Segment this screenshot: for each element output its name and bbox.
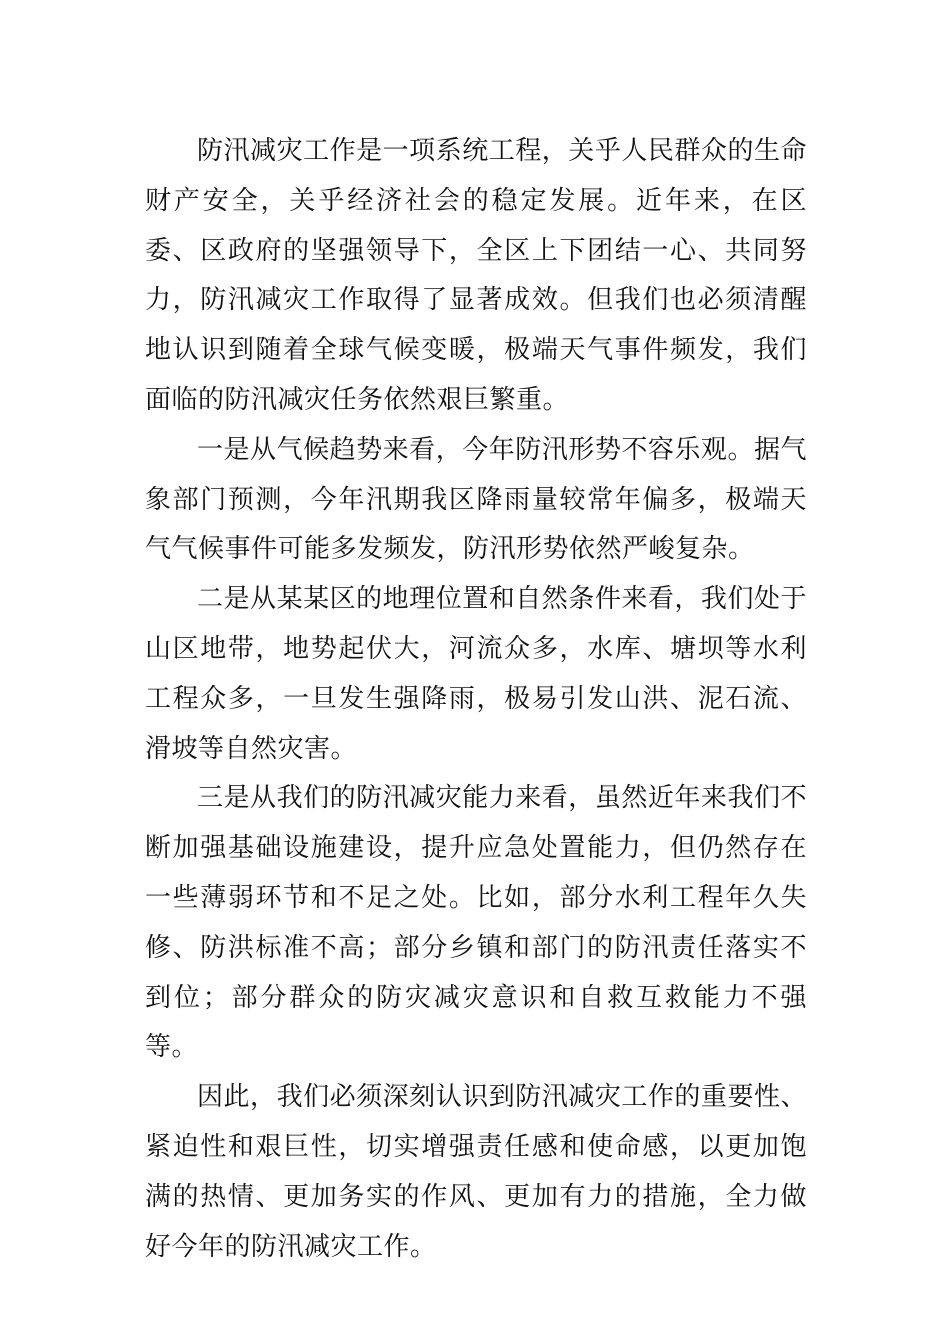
paragraph-geography: 二是从某某区的地理位置和自然条件来看，我们处于山区地带，地势起伏大，河流众多，水库、塘坝等水利工程众多，一旦发生强降雨，极易引发山洪、泥石流、滑坡等自然灾害。 — [145, 584, 807, 764]
paragraph-capability: 三是从我们的防汛减灾能力来看，虽然近年来我们不断加强基础设施建设，提升应急处置能力，但仍然存在一些薄弱环节和不足之处。比如，部分水利工程年久失修、防洪标准不高；部分乡镇和部门的防汛责任落实不到位；部分群众的防灾减灾意识和自救互救能力不强等。 — [145, 783, 807, 1063]
document-body — [145, 127, 807, 1272]
paragraph-intro: 防汛减灾工作是一项系统工程，关乎人民群众的生命财产安全，关乎经济社会的稳定发展。近年来，在区委、区政府的坚强领导下，全区上下团结一心、共同努力，防汛减灾工作取得了显著成效。但我们也必须清醒地认识到随着全球气候变暖，极端天气事件频发，我们面临的防汛减灾任务依然艰巨繁重。 — [145, 136, 807, 415]
paragraph-conclusion: 因此，我们必须深刻认识到防汛减灾工作的重要性、紧迫性和艰巨性，切实增强责任感和使命感，以更加饱满的热情、更加务实的作风、更加有力的措施，全力做好今年的防汛减灾工作。 — [145, 1082, 807, 1262]
paragraph-climate-trend: 一是从气候趋势来看，今年防汛形势不容乐观。据气象部门预测，今年汛期我区降雨量较常年偏多，极端天气气候事件可能多发频发，防汛形势依然严峻复杂。 — [145, 434, 807, 565]
